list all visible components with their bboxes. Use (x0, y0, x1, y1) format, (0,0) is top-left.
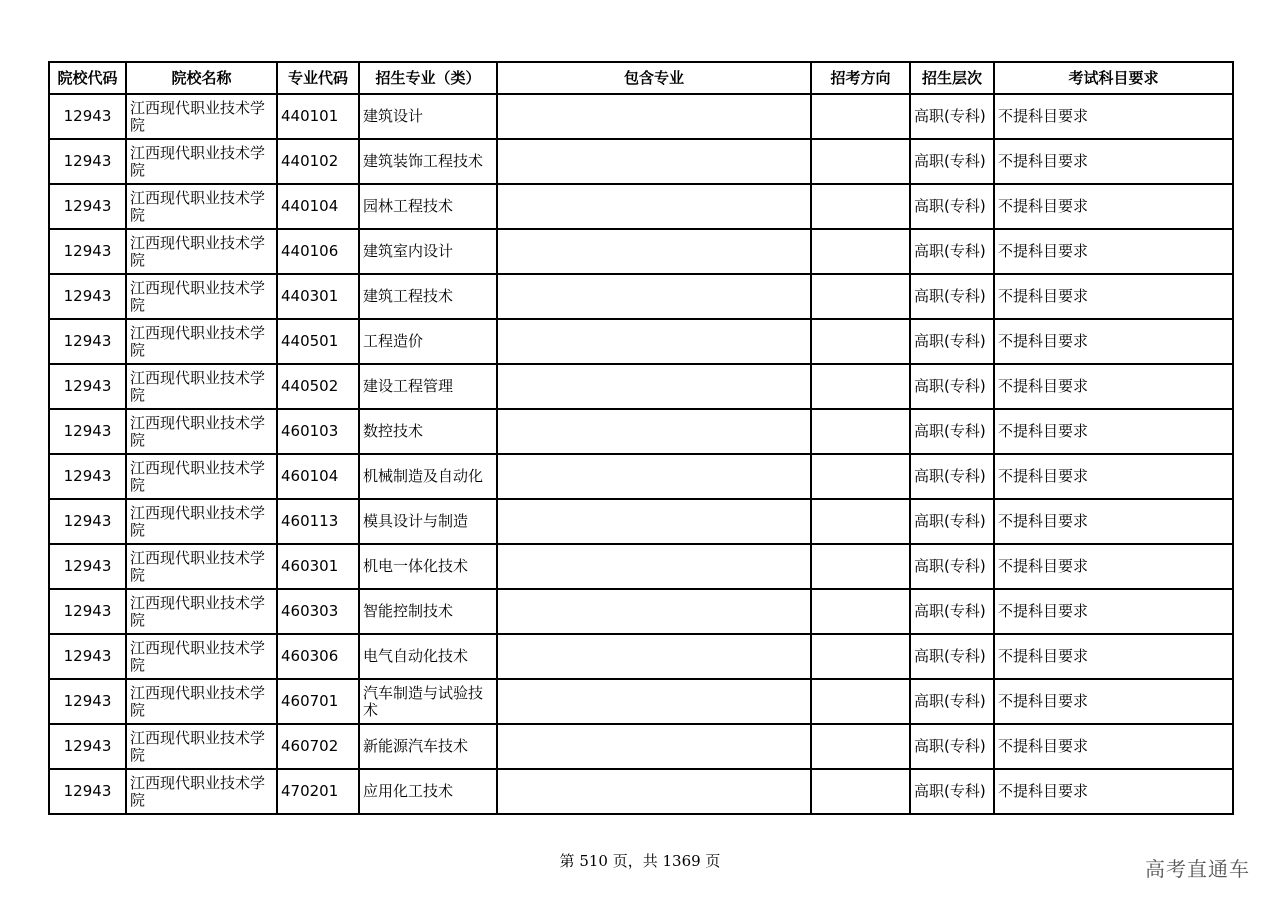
table-row (49, 409, 1233, 454)
cell-major-code: 460301 (277, 544, 359, 589)
cell-level: 高职(专科) (910, 679, 994, 724)
table-header-row (49, 62, 1233, 94)
cell-included-majors (497, 589, 811, 634)
cell-direction (811, 499, 910, 544)
cell-direction (811, 769, 910, 814)
cell-level: 高职(专科) (910, 184, 994, 229)
cell-school-name: 江西现代职业技术学院 (126, 319, 277, 364)
cell-school-code: 12943 (49, 409, 126, 454)
table-row (49, 544, 1233, 589)
cell-school-name: 江西现代职业技术学院 (126, 184, 277, 229)
cell-major-category: 数控技术 (359, 409, 497, 454)
cell-direction (811, 544, 910, 589)
cell-school-code: 12943 (49, 364, 126, 409)
cell-major-category: 园林工程技术 (359, 184, 497, 229)
cell-subject-requirement: 不提科目要求 (994, 589, 1233, 634)
cell-level: 高职(专科) (910, 274, 994, 319)
cell-subject-requirement: 不提科目要求 (994, 364, 1233, 409)
table-row (49, 499, 1233, 544)
cell-school-name: 江西现代职业技术学院 (126, 589, 277, 634)
cell-subject-requirement: 不提科目要求 (994, 499, 1233, 544)
cell-major-category: 工程造价 (359, 319, 497, 364)
header-major-category: 招生专业（类） (359, 62, 497, 94)
cell-major-code: 460103 (277, 409, 359, 454)
cell-subject-requirement: 不提科目要求 (994, 139, 1233, 184)
cell-major-category: 建筑工程技术 (359, 274, 497, 319)
cell-major-code: 440104 (277, 184, 359, 229)
cell-included-majors (497, 454, 811, 499)
cell-school-code: 12943 (49, 454, 126, 499)
table-row (49, 274, 1233, 319)
cell-subject-requirement: 不提科目要求 (994, 724, 1233, 769)
cell-school-name: 江西现代职业技术学院 (126, 364, 277, 409)
cell-included-majors (497, 94, 811, 139)
cell-subject-requirement: 不提科目要求 (994, 634, 1233, 679)
cell-school-name: 江西现代职业技术学院 (126, 499, 277, 544)
cell-included-majors (497, 724, 811, 769)
cell-included-majors (497, 364, 811, 409)
cell-school-name: 江西现代职业技术学院 (126, 274, 277, 319)
cell-school-code: 12943 (49, 544, 126, 589)
table-row (49, 454, 1233, 499)
header-direction: 招考方向 (811, 62, 910, 94)
cell-school-code: 12943 (49, 679, 126, 724)
cell-direction (811, 94, 910, 139)
cell-major-code: 440102 (277, 139, 359, 184)
cell-school-name: 江西现代职业技术学院 (126, 229, 277, 274)
cell-major-category: 建设工程管理 (359, 364, 497, 409)
header-school-code: 院校代码 (49, 62, 126, 94)
cell-major-code: 460701 (277, 679, 359, 724)
cell-direction (811, 139, 910, 184)
cell-major-code: 470201 (277, 769, 359, 814)
cell-school-code: 12943 (49, 769, 126, 814)
header-school-name: 院校名称 (126, 62, 277, 94)
cell-major-category: 电气自动化技术 (359, 634, 497, 679)
cell-major-category: 新能源汽车技术 (359, 724, 497, 769)
header-level: 招生层次 (910, 62, 994, 94)
page-number: 第 510 页，共 1369 页 (559, 852, 721, 870)
cell-direction (811, 229, 910, 274)
cell-major-category: 机械制造及自动化 (359, 454, 497, 499)
cell-major-category: 汽车制造与试验技术 (359, 679, 497, 724)
cell-direction (811, 364, 910, 409)
cell-school-name: 江西现代职业技术学院 (126, 679, 277, 724)
header-included-majors: 包含专业 (497, 62, 811, 94)
cell-school-code: 12943 (49, 229, 126, 274)
cell-included-majors (497, 229, 811, 274)
cell-school-name: 江西现代职业技术学院 (126, 544, 277, 589)
cell-major-category: 应用化工技术 (359, 769, 497, 814)
cell-subject-requirement: 不提科目要求 (994, 94, 1233, 139)
cell-direction (811, 409, 910, 454)
cell-included-majors (497, 499, 811, 544)
cell-direction (811, 724, 910, 769)
cell-included-majors (497, 409, 811, 454)
table-row (49, 769, 1233, 814)
table-row (49, 184, 1233, 229)
cell-direction (811, 319, 910, 364)
cell-school-code: 12943 (49, 94, 126, 139)
cell-major-category: 建筑室内设计 (359, 229, 497, 274)
cell-level: 高职(专科) (910, 364, 994, 409)
cell-school-name: 江西现代职业技术学院 (126, 724, 277, 769)
watermark-logo: 高考直通车 (1145, 857, 1250, 881)
cell-subject-requirement: 不提科目要求 (994, 769, 1233, 814)
cell-level: 高职(专科) (910, 409, 994, 454)
cell-direction (811, 184, 910, 229)
cell-major-code: 460303 (277, 589, 359, 634)
cell-direction (811, 679, 910, 724)
cell-major-category: 建筑装饰工程技术 (359, 139, 497, 184)
cell-school-name: 江西现代职业技术学院 (126, 454, 277, 499)
cell-school-code: 12943 (49, 184, 126, 229)
cell-major-category: 机电一体化技术 (359, 544, 497, 589)
cell-school-name: 江西现代职业技术学院 (126, 769, 277, 814)
table-row (49, 634, 1233, 679)
cell-level: 高职(专科) (910, 724, 994, 769)
cell-included-majors (497, 679, 811, 724)
cell-level: 高职(专科) (910, 454, 994, 499)
cell-direction (811, 634, 910, 679)
cell-school-code: 12943 (49, 499, 126, 544)
cell-included-majors (497, 634, 811, 679)
table-row (49, 94, 1233, 139)
cell-level: 高职(专科) (910, 319, 994, 364)
cell-direction (811, 589, 910, 634)
cell-major-category: 建筑设计 (359, 94, 497, 139)
cell-included-majors (497, 544, 811, 589)
cell-included-majors (497, 769, 811, 814)
cell-included-majors (497, 139, 811, 184)
cell-school-name: 江西现代职业技术学院 (126, 634, 277, 679)
enrollment-table (48, 61, 1234, 815)
cell-subject-requirement: 不提科目要求 (994, 544, 1233, 589)
cell-subject-requirement: 不提科目要求 (994, 409, 1233, 454)
cell-major-code: 440501 (277, 319, 359, 364)
cell-school-name: 江西现代职业技术学院 (126, 94, 277, 139)
table-row (49, 589, 1233, 634)
cell-subject-requirement: 不提科目要求 (994, 319, 1233, 364)
cell-school-code: 12943 (49, 724, 126, 769)
cell-major-code: 460306 (277, 634, 359, 679)
cell-major-code: 440502 (277, 364, 359, 409)
cell-level: 高职(专科) (910, 589, 994, 634)
cell-school-code: 12943 (49, 319, 126, 364)
cell-included-majors (497, 274, 811, 319)
cell-major-code: 440101 (277, 94, 359, 139)
table-row (49, 229, 1233, 274)
cell-major-code: 440106 (277, 229, 359, 274)
cell-level: 高职(专科) (910, 769, 994, 814)
cell-level: 高职(专科) (910, 94, 994, 139)
cell-level: 高职(专科) (910, 499, 994, 544)
cell-direction (811, 274, 910, 319)
cell-subject-requirement: 不提科目要求 (994, 679, 1233, 724)
cell-major-code: 460104 (277, 454, 359, 499)
cell-included-majors (497, 184, 811, 229)
header-major-code: 专业代码 (277, 62, 359, 94)
cell-subject-requirement: 不提科目要求 (994, 454, 1233, 499)
cell-major-category: 智能控制技术 (359, 589, 497, 634)
cell-level: 高职(专科) (910, 634, 994, 679)
cell-subject-requirement: 不提科目要求 (994, 229, 1233, 274)
header-subject-requirement: 考试科目要求 (994, 62, 1233, 94)
cell-school-code: 12943 (49, 139, 126, 184)
cell-subject-requirement: 不提科目要求 (994, 184, 1233, 229)
cell-direction (811, 454, 910, 499)
table-row (49, 364, 1233, 409)
cell-major-code: 460113 (277, 499, 359, 544)
cell-school-code: 12943 (49, 589, 126, 634)
table-row (49, 679, 1233, 724)
cell-school-code: 12943 (49, 634, 126, 679)
table-row (49, 319, 1233, 364)
cell-school-code: 12943 (49, 274, 126, 319)
cell-included-majors (497, 319, 811, 364)
cell-level: 高职(专科) (910, 229, 994, 274)
cell-major-code: 460702 (277, 724, 359, 769)
cell-school-name: 江西现代职业技术学院 (126, 139, 277, 184)
cell-major-code: 440301 (277, 274, 359, 319)
table-row (49, 139, 1233, 184)
cell-level: 高职(专科) (910, 544, 994, 589)
cell-school-name: 江西现代职业技术学院 (126, 409, 277, 454)
table-row (49, 724, 1233, 769)
cell-subject-requirement: 不提科目要求 (994, 274, 1233, 319)
cell-major-category: 模具设计与制造 (359, 499, 497, 544)
cell-level: 高职(专科) (910, 139, 994, 184)
